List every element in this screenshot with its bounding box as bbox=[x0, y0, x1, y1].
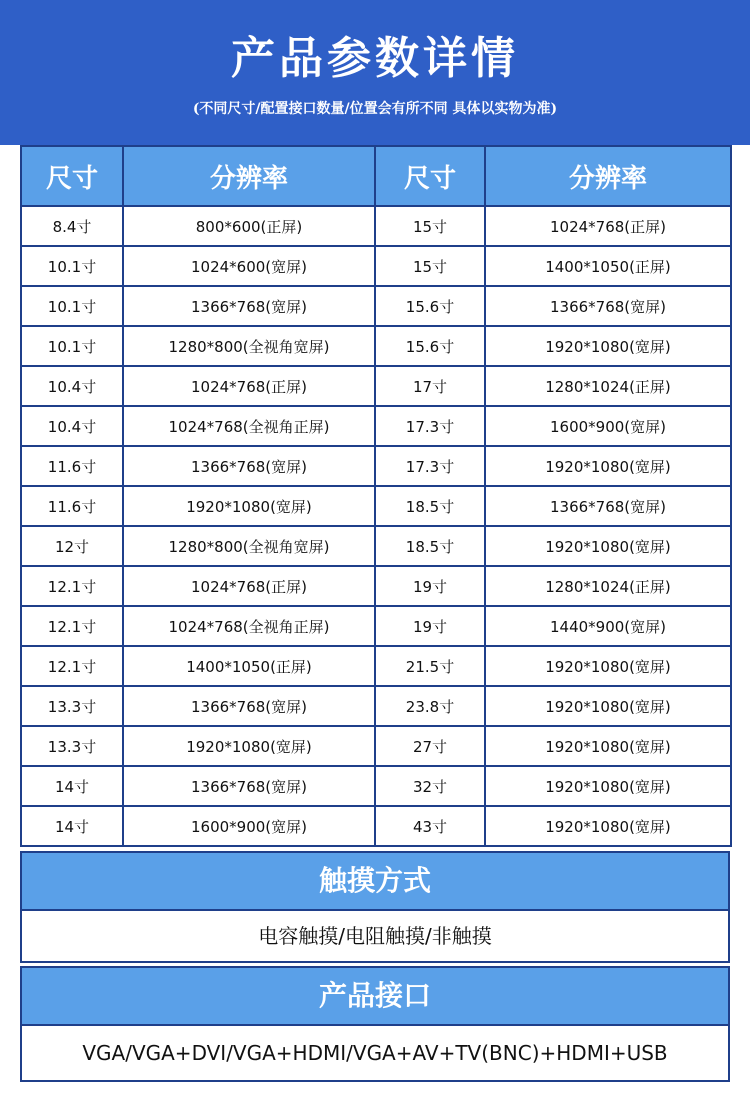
resolution-cell: 1366*768(宽屏) bbox=[485, 486, 731, 526]
product-ports-value: VGA/VGA+DVI/VGA+HDMI/VGA+AV+TV(BNC)+HDMI+USB bbox=[20, 1026, 730, 1082]
size-cell: 19寸 bbox=[375, 566, 485, 606]
resolution-cell: 1440*900(宽屏) bbox=[485, 606, 731, 646]
resolution-cell: 1920*1080(宽屏) bbox=[485, 686, 731, 726]
table-row bbox=[21, 406, 731, 446]
resolution-cell: 1280*800(全视角宽屏) bbox=[123, 526, 375, 566]
page-title: 产品参数详情 bbox=[231, 33, 519, 84]
size-cell: 10.1寸 bbox=[21, 286, 123, 326]
table-row bbox=[21, 726, 731, 766]
resolution-cell: 1920*1080(宽屏) bbox=[485, 646, 731, 686]
size-cell: 21.5寸 bbox=[375, 646, 485, 686]
resolution-cell: 1600*900(宽屏) bbox=[485, 406, 731, 446]
size-cell: 14寸 bbox=[21, 806, 123, 846]
size-cell: 12寸 bbox=[21, 526, 123, 566]
table-row bbox=[21, 486, 731, 526]
size-cell: 15寸 bbox=[375, 246, 485, 286]
resolution-cell: 1024*768(全视角正屏) bbox=[123, 606, 375, 646]
table-row bbox=[21, 566, 731, 606]
size-cell: 15寸 bbox=[375, 206, 485, 246]
table-body bbox=[21, 206, 731, 846]
size-cell: 18.5寸 bbox=[375, 526, 485, 566]
resolution-cell: 1400*1050(正屏) bbox=[123, 646, 375, 686]
resolution-cell: 800*600(正屏) bbox=[123, 206, 375, 246]
table-row bbox=[21, 606, 731, 646]
size-cell: 10.1寸 bbox=[21, 246, 123, 286]
resolution-cell: 1920*1080(宽屏) bbox=[485, 766, 731, 806]
table-header-row bbox=[21, 146, 731, 206]
resolution-cell: 1366*768(宽屏) bbox=[123, 446, 375, 486]
size-cell: 27寸 bbox=[375, 726, 485, 766]
resolution-cell: 1920*1080(宽屏) bbox=[485, 806, 731, 846]
resolution-cell: 1024*768(正屏) bbox=[123, 566, 375, 606]
size-cell: 12.1寸 bbox=[21, 606, 123, 646]
page-subtitle: (不同尺寸/配置接口数量/位置会有所不同 具体以实物为准) bbox=[192, 101, 558, 117]
resolution-cell: 1024*768(正屏) bbox=[123, 366, 375, 406]
resolution-cell: 1920*1080(宽屏) bbox=[485, 526, 731, 566]
size-cell: 11.6寸 bbox=[21, 446, 123, 486]
table-row bbox=[21, 806, 731, 846]
size-cell: 23.8寸 bbox=[375, 686, 485, 726]
size-cell: 15.6寸 bbox=[375, 326, 485, 366]
column-header-size: 尺寸 bbox=[21, 146, 123, 206]
resolution-cell: 1366*768(宽屏) bbox=[123, 286, 375, 326]
size-cell: 12.1寸 bbox=[21, 646, 123, 686]
table-row bbox=[21, 286, 731, 326]
resolution-cell: 1920*1080(宽屏) bbox=[485, 446, 731, 486]
resolution-cell: 1600*900(宽屏) bbox=[123, 806, 375, 846]
resolution-cell: 1920*1080(宽屏) bbox=[485, 726, 731, 766]
size-cell: 17.3寸 bbox=[375, 406, 485, 446]
table-row bbox=[21, 326, 731, 366]
size-cell: 10.1寸 bbox=[21, 326, 123, 366]
resolution-cell: 1920*1080(宽屏) bbox=[485, 326, 731, 366]
size-cell: 17寸 bbox=[375, 366, 485, 406]
size-cell: 12.1寸 bbox=[21, 566, 123, 606]
size-cell: 10.4寸 bbox=[21, 406, 123, 446]
size-cell: 19寸 bbox=[375, 606, 485, 646]
resolution-cell: 1024*600(宽屏) bbox=[123, 246, 375, 286]
column-header-resolution: 分辨率 bbox=[123, 146, 375, 206]
spec-table bbox=[20, 145, 732, 847]
size-cell: 17.3寸 bbox=[375, 446, 485, 486]
touch-method-value: 电容触摸/电阻触摸/非触摸 bbox=[20, 911, 730, 963]
size-cell: 8.4寸 bbox=[21, 206, 123, 246]
table-row bbox=[21, 206, 731, 246]
size-cell: 43寸 bbox=[375, 806, 485, 846]
product-ports-heading: 产品接口 bbox=[20, 966, 730, 1026]
table-row bbox=[21, 646, 731, 686]
resolution-cell: 1024*768(正屏) bbox=[485, 206, 731, 246]
table-row bbox=[21, 246, 731, 286]
column-header-size: 尺寸 bbox=[375, 146, 485, 206]
size-cell: 13.3寸 bbox=[21, 726, 123, 766]
size-cell: 15.6寸 bbox=[375, 286, 485, 326]
table-row bbox=[21, 446, 731, 486]
resolution-cell: 1920*1080(宽屏) bbox=[123, 486, 375, 526]
resolution-cell: 1366*768(宽屏) bbox=[123, 686, 375, 726]
table-row bbox=[21, 526, 731, 566]
resolution-cell: 1400*1050(正屏) bbox=[485, 246, 731, 286]
touch-method-heading: 触摸方式 bbox=[20, 851, 730, 911]
size-cell: 32寸 bbox=[375, 766, 485, 806]
column-header-resolution: 分辨率 bbox=[485, 146, 731, 206]
resolution-cell: 1280*1024(正屏) bbox=[485, 566, 731, 606]
resolution-cell: 1280*800(全视角宽屏) bbox=[123, 326, 375, 366]
table-row bbox=[21, 366, 731, 406]
table-row bbox=[21, 686, 731, 726]
resolution-cell: 1024*768(全视角正屏) bbox=[123, 406, 375, 446]
table-row bbox=[21, 766, 731, 806]
size-cell: 14寸 bbox=[21, 766, 123, 806]
page-header bbox=[0, 0, 750, 145]
resolution-cell: 1920*1080(宽屏) bbox=[123, 726, 375, 766]
size-cell: 11.6寸 bbox=[21, 486, 123, 526]
size-cell: 13.3寸 bbox=[21, 686, 123, 726]
size-cell: 18.5寸 bbox=[375, 486, 485, 526]
resolution-cell: 1366*768(宽屏) bbox=[485, 286, 731, 326]
size-cell: 10.4寸 bbox=[21, 366, 123, 406]
resolution-cell: 1366*768(宽屏) bbox=[123, 766, 375, 806]
resolution-cell: 1280*1024(正屏) bbox=[485, 366, 731, 406]
